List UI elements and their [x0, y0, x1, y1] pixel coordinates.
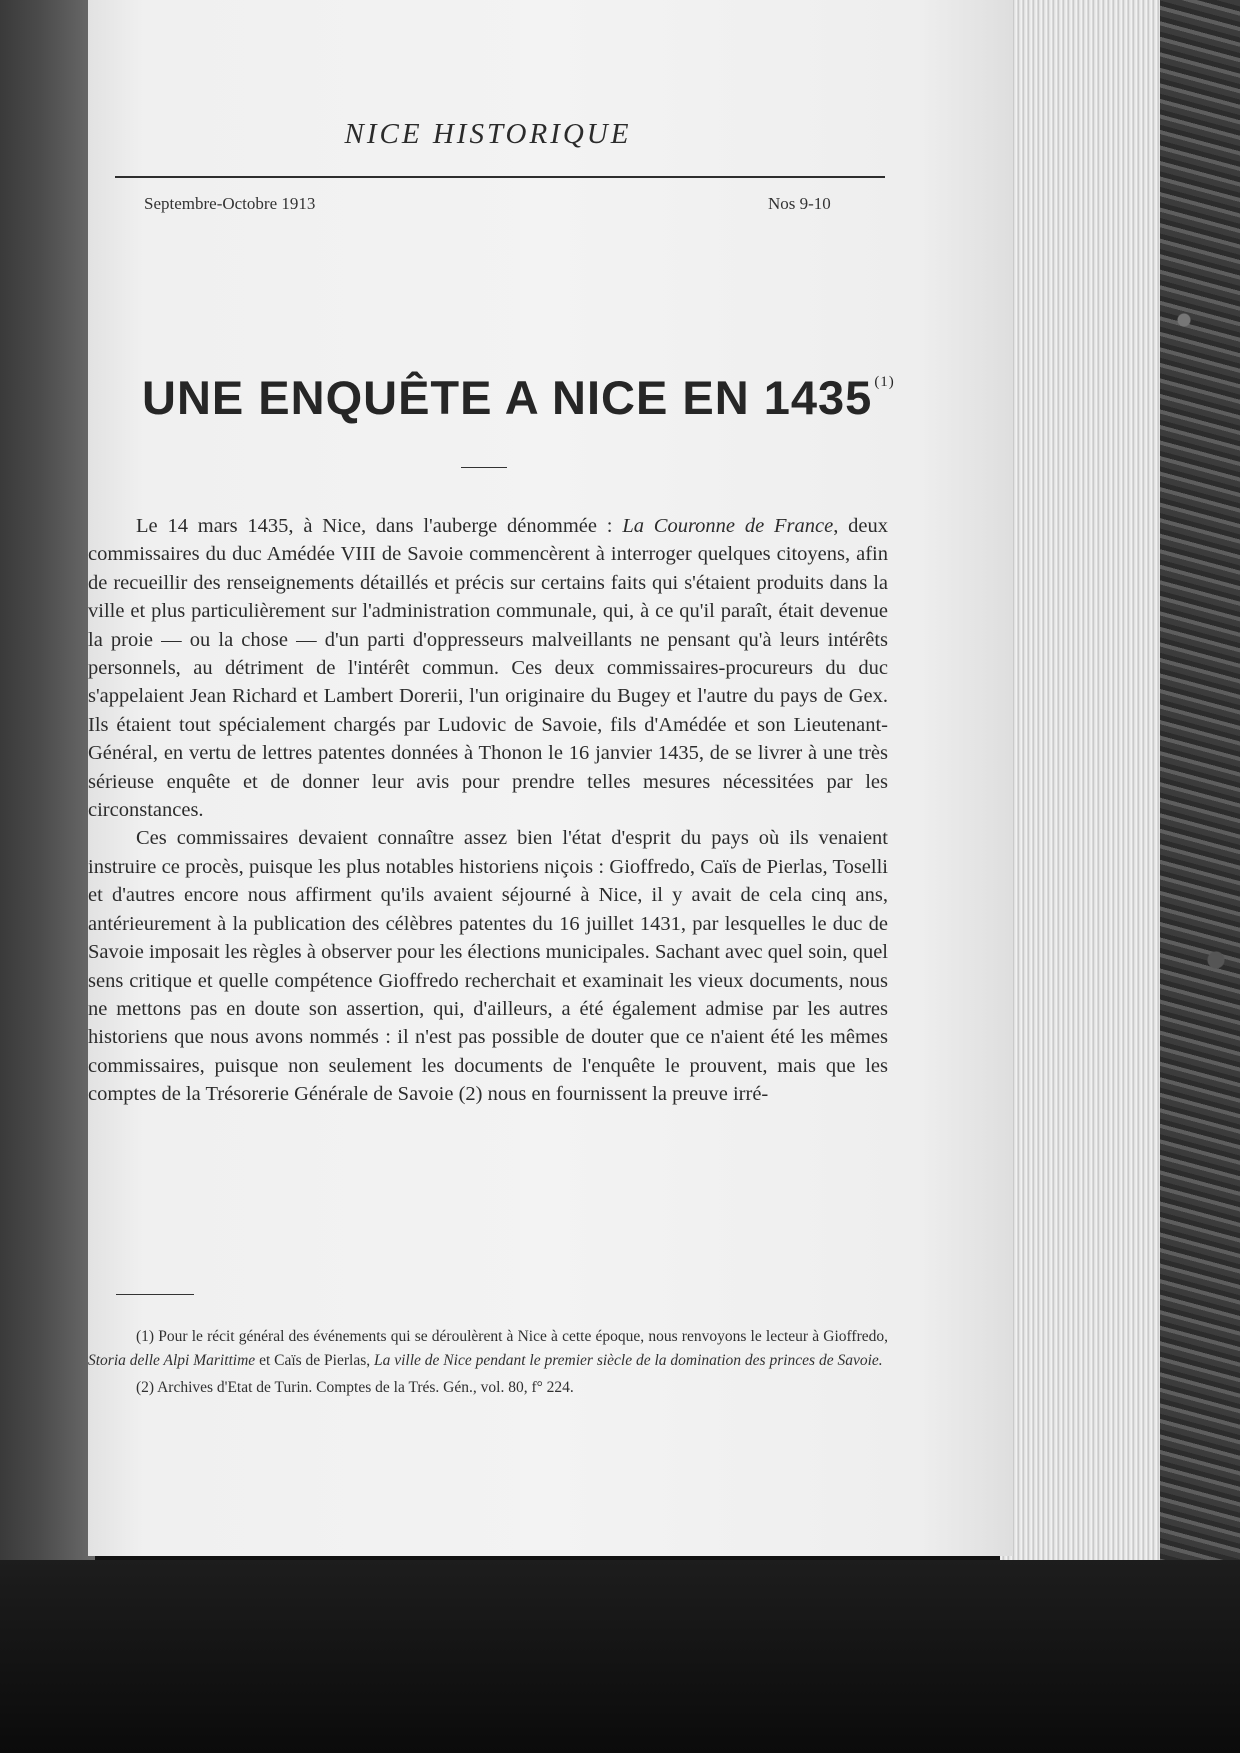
- paragraph-1-start: Le 14 mars 1435, à Nice, dans l'auberge dénommée :: [136, 515, 623, 537]
- footnote-rule: [116, 1294, 194, 1295]
- title-rule: [461, 467, 507, 468]
- article-title-text: UNE ENQUÊTE A NICE EN 1435: [142, 371, 873, 424]
- article-title: [142, 370, 895, 425]
- scan-bottom-shadow: [0, 1560, 1240, 1753]
- footnote-1-work-1: Storia delle Alpi Marittime: [88, 1351, 256, 1369]
- scan-left-shadow: [0, 0, 95, 1560]
- footnote-1-middle: et Caïs de Pierlas,: [255, 1351, 374, 1369]
- title-footnote-ref: (1): [874, 374, 895, 390]
- issue-date: Septembre-Octobre 1913: [144, 194, 316, 213]
- book-page-edges: [1000, 0, 1170, 1565]
- footnote-1-start: (1) Pour le récit général des événements qui se déroulèrent à Nice à cette époque, nous renvoyons le lecteur à Gioffredo,: [136, 1328, 888, 1345]
- footnote-1: [88, 1325, 888, 1372]
- inn-name: La Couronne de France: [622, 515, 834, 537]
- issue-number: Nos 9-10: [768, 194, 831, 213]
- paragraph-1-rest: , deux commissaires du duc Amédée VIII de Savoie commencèrent à interroger quelques citoyens, afin de recueillir des renseignements détaillés et précis sur certains faits qui s'étaient produits dans la ville et plus particulièrement sur l'administration communale, qui, à ce qu'il paraît, était devenue la proie — ou la chose — d'un parti d'oppresseurs malveillants ne pensant qu'à leurs intérêts personnels, au détriment de l'intérêt commun. Ces deux commissaires-procureurs du duc s'appelaient Jean Richard et Lambert Dorerii, l'un originaire du Bugey et l'autre du pays de Gex. Ils étaient tout spécialement chargés par Ludovic de Savoie, fils d'Amédée et son Lieutenant-Général, en vertu de lettres patentes données à Thonon le 16 janvier 1435, de se livrer à une très sérieuse enquête et de donner leur avis pour prendre telles mesures nécessitées par les circonstances.: [88, 515, 889, 822]
- book-page: [88, 0, 1013, 1556]
- journal-title: NICE HISTORIQUE: [344, 118, 632, 150]
- marbled-cover: [1160, 0, 1240, 1600]
- paragraph-2: Ces commissaires devaient connaître assez bien l'état d'esprit du pays où ils venaient instruire ce procès, puisque les plus notables historiens niçois : Gioffredo, Caïs de Pierlas, Toselli et d'autres encore nous affirment qu'ils avaient séjourné à Nice, il y avait de cela cinq ans, antérieurement à la publication des célèbres patentes du 16 juillet 1431, par lesquelles le duc de Savoie imposait les règles à observer pour les élections municipales. Sachant avec quel soin, quel sens critique et quelle compétence Gioffredo recherchait et examinait les vieux documents, nous ne mettons pas en doute son assertion, qui, d'ailleurs, a été également admise par les autres historiens que nous avons nommés : il n'est pas possible de douter que ce n'aient été les mêmes commissaires, puisque non seulement les documents de l'enquête le prouvent, mais que les comptes de la Trésorerie Générale de Savoie (2) nous en fournissent la preuve irré-: [88, 827, 888, 1106]
- paragraph-1: [88, 512, 888, 824]
- footnote-1-work-2: La ville de Nice pendant le premier siècle de la domination des princes de Savoie.: [374, 1351, 883, 1369]
- footnote-2: (2) Archives d'Etat de Turin. Comptes de la Trés. Gén., vol. 80, f° 224.: [136, 1379, 574, 1396]
- article-body: [88, 512, 888, 1109]
- header-rule: [115, 176, 885, 178]
- footnotes: [88, 1325, 888, 1400]
